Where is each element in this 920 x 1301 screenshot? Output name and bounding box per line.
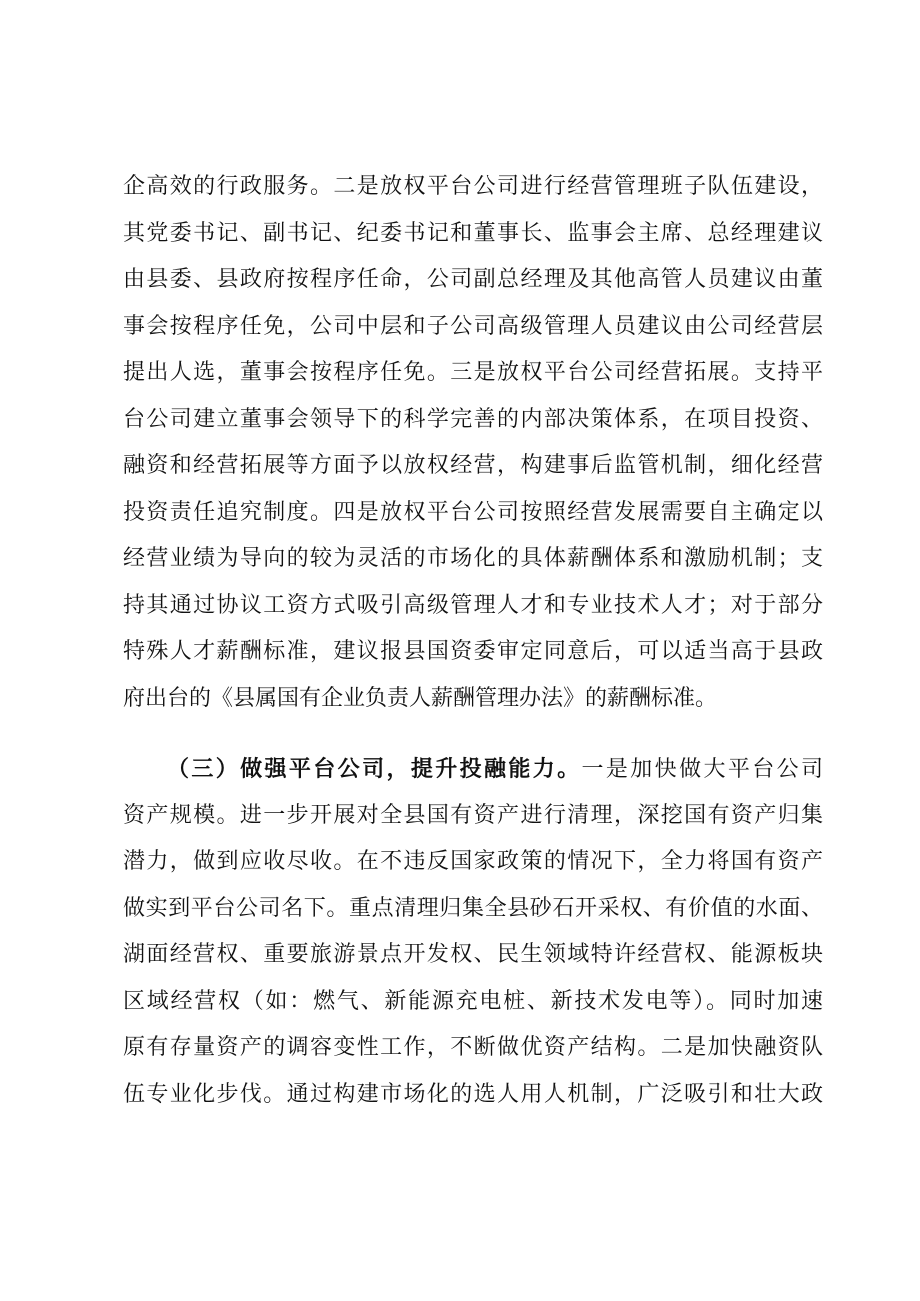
paragraph-1-line: 持其通过协议工资方式吸引高级管理人才和专业技术人才；对于部分 — [123, 592, 823, 618]
paragraph-1-line: 融资和经营拓展等方面予以放权经营，构建事后监管机制，细化经营 — [123, 453, 823, 478]
paragraph-1-line: 其党委书记、副书记、纪委书记和董事长、监事会主席、总经理建议 — [123, 220, 823, 246]
paragraph-2-line: 原有存量资产的调容变性工作，不断做优资产结构。二是加快融资队 — [123, 1035, 823, 1060]
paragraph-2-line: 潜力，做到应收尽收。在不违反国家政策的情况下，全力将国有资产 — [123, 849, 823, 874]
paragraph-1-line: 特殊人才薪酬标准，建议报县国资委审定同意后，可以适当高于县政 — [123, 639, 823, 664]
paragraph-2-line: 湖面经营权、重要旅游景点开发权、民生领域特许经营权、能源板块 — [123, 942, 823, 967]
paragraph-2-line: 区域经营权（如：燃气、新能源充电桩、新技术发电等）。同时加速 — [123, 988, 823, 1014]
paragraph-1-line: 事会按程序任免，公司中层和子公司高级管理人员建议由公司经营层 — [123, 313, 823, 339]
paragraph-1-line: 提出人选，董事会按程序任免。三是放权平台公司经营拓展。支持平 — [123, 360, 823, 385]
section-heading: （三）做强平台公司，提升投融能力。 — [167, 756, 582, 782]
paragraph-2-first-line — [123, 746, 823, 793]
paragraph-1 — [123, 164, 823, 722]
paragraph-2-first-line-text: 一是加快做大平台公司 — [581, 757, 823, 782]
paragraph-1-line: 投资责任追究制度。四是放权平台公司按照经营发展需要自主确定以 — [123, 499, 823, 525]
paragraph-1-line: 台公司建立董事会领导下的科学完善的内部决策体系，在项目投资、 — [123, 406, 823, 432]
paragraph-1-line: 企高效的行政服务。二是放权平台公司进行经营管理班子队伍建设， — [123, 174, 823, 199]
paragraph-1-line: 由县委、县政府按程序任命，公司副总经理及其他高管人员建议由董 — [123, 267, 823, 292]
paragraph-2 — [123, 746, 823, 1118]
paragraph-1-line: 经营业绩为导向的较为灵活的市场化的具体薪酬体系和激励机制；支 — [123, 546, 823, 571]
paragraph-1-line: 府出台的《县属国有企业负责人薪酬管理办法》的薪酬标准。 — [123, 685, 718, 711]
paragraph-2-line: 伍专业化步伐。通过构建市场化的选人用人机制，广泛吸引和壮大政 — [123, 1081, 823, 1107]
paragraph-2-line: 做实到平台公司名下。重点清理归集全县砂石开采权、有价值的水面、 — [123, 895, 823, 921]
paragraph-2-line: 资产规模。进一步开展对全县国有资产进行清理，深挖国有资产归集 — [123, 802, 823, 828]
